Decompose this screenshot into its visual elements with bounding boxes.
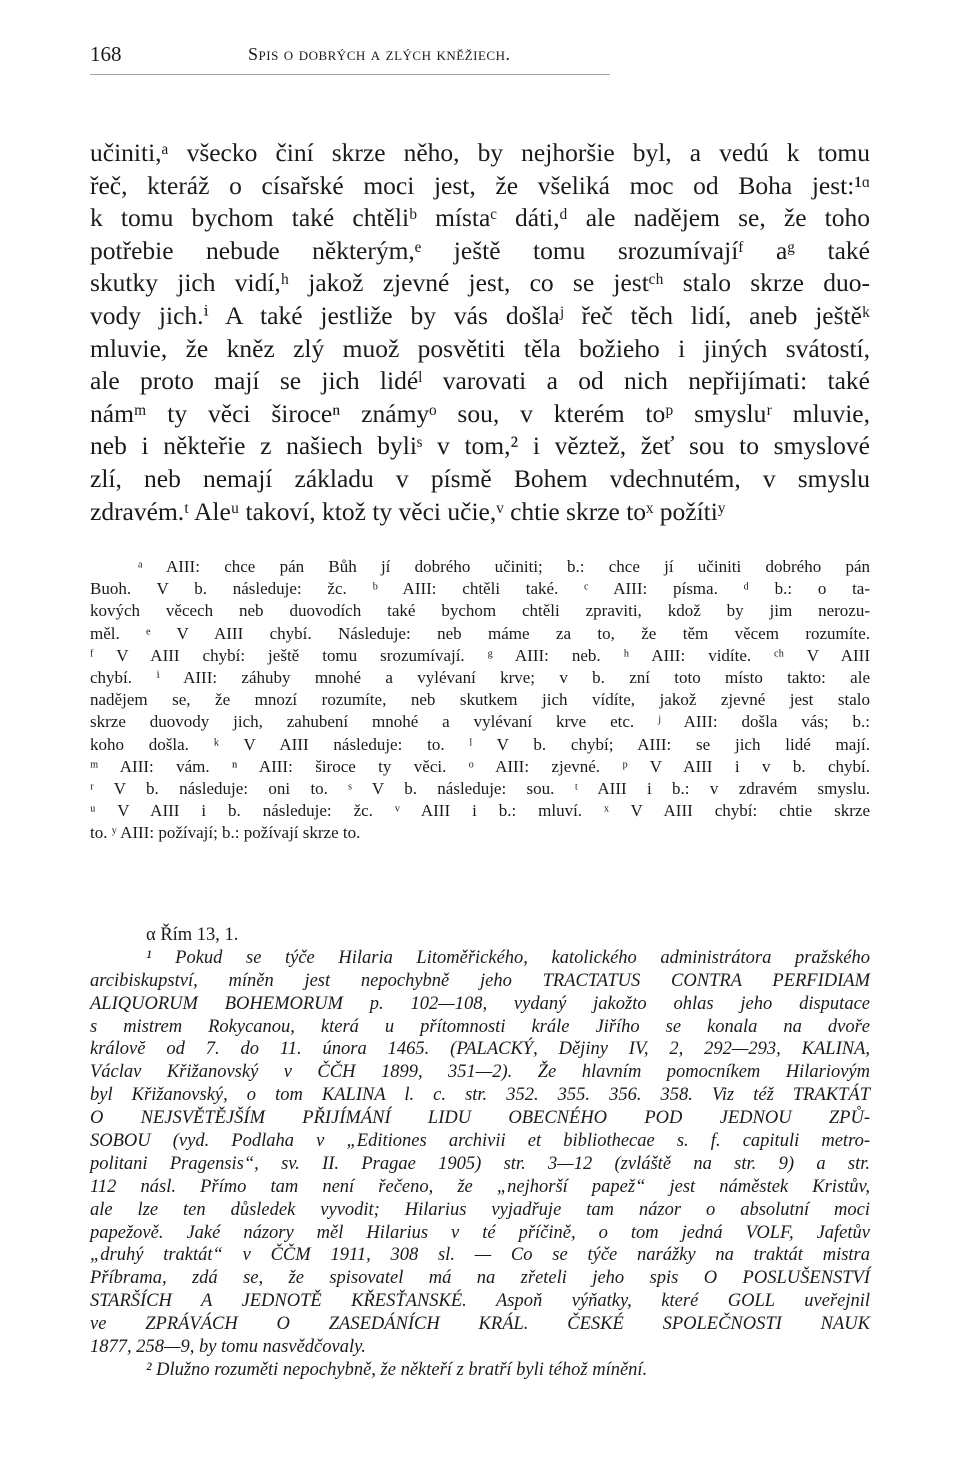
- variant-line: kových věcech neb duovodích také bychom chtěli zpraviti, kdož by jim nerozu-: [90, 601, 870, 621]
- main-text-line: učiniti,ᵃ všecko činí skrze něho, by nejhoršie byl, a vedú k tomu: [90, 138, 870, 167]
- footnote-line: O NEJSVĚTĚJŠÍM PŘIJÍMÁNÍ LIDU OBECNÉHO POD JEDNOU ZPŮ-: [90, 1108, 870, 1129]
- footnote-line: ALIQUORUM BOHEMORUM p. 102—108, vydaný jakožto ohlas jeho disputace: [90, 993, 870, 1014]
- variant-line: Buoh. V b. následuje: žc. ᵇ AIII: chtěli také. ᶜ AIII: písma. ᵈ b.: o ta-: [90, 579, 870, 599]
- variant-line: to. ʸ AIII: požívají; b.: požívají skrze to.: [90, 823, 361, 843]
- footnote-line: SOBOU (vyd. Podlaha v „Editiones archivii et bibliothecae s. f. capituli metro-: [90, 1131, 870, 1152]
- main-text-line: vody jich.ⁱ A také jestliže by vás došlaʲ řeč těch lidí, aneb ještěᵏ: [90, 300, 870, 330]
- variant-line: skrze duovody jich, zahubení mnohé a vylévaní krve etc. ʲ AIII: došla vás; b.:: [90, 712, 870, 732]
- running-title: Spis o dobrých a zlých kněžiech.: [248, 44, 511, 64]
- footnote-line: arcibiskupství, míněn jest nepochybně jeho TRACTATUS CONTRA PERFIDIAM: [90, 970, 870, 991]
- main-text-line: neb i někteřie z našiech byliˢ v tom,² i věztež, žeť sou to smyslové: [90, 431, 870, 461]
- main-text-line: potřebie nebude některým,ᵉ ještě tomu srozumívajíᶠ aᵍ také: [90, 235, 870, 265]
- footnote-line: „druhý traktát“ v ČČM 1911, 308 sl. — Co se týče narážky na traktát mistra: [90, 1245, 870, 1266]
- footnote-line: 1877, 258—9, by tomu nasvědčovaly.: [90, 1337, 366, 1358]
- footnote-line: byl Křižanovský, o tom KALINA l. c. str. 352. 355. 356. 358. Viz též TRAKTÁT: [90, 1085, 870, 1106]
- footnote-line: politani Pragensis“, sv. II. Pragae 1905) str. 3—12 (zvláště na str. 9) a str.: [90, 1153, 870, 1174]
- variant-line: ʳ V b. následuje: oni to. ˢ V b. následuje: sou. ᵗ AIII i b.: v zdravém smyslu.: [90, 778, 870, 798]
- main-text-line: zlí, neb nemají základu v písmě Bohem vdechnutém, v smyslu: [90, 463, 870, 493]
- variant-line: ᶠ V AIII chybí: ještě tomu srozumívají. ᵍ AIII: neb. ʰ AIII: vidíte. ᶜʰ V AIII: [90, 645, 870, 665]
- footnotes: [90, 924, 870, 1382]
- footnote-line: Příbrama, zdá se, že spisovatel má na zřeteli jeho spis O POSLUŠENSTVÍ: [90, 1268, 870, 1289]
- page-number: 168: [90, 42, 122, 66]
- variant-line: ᵐ AIII: vám. ⁿ AIII: široce ty věci. ᵒ AIII: zjevné. ᵖ V AIII i v b. chybí.: [90, 756, 870, 776]
- variant-apparatus: [90, 556, 870, 844]
- main-text-line: řeč, kteráž o císařské moci jest, že všeliká moc od Boha jest:¹ᵅ: [90, 170, 870, 200]
- footnote-line: α Řím 13, 1.: [146, 925, 239, 945]
- main-text-line: námᵐ ty věci široceⁿ známyᵒ sou, v kterém toᵖ smysluʳ mluvie,: [90, 398, 870, 428]
- main-text-line: k tomu bychom také chtěliᵇ místaᶜ dáti,ᵈ ale nadějem se, že toho: [90, 203, 870, 233]
- footnote-line: Václav Křižanovský v ČČH 1899, 351—2). Že hlavním pomocníkem Hilariovým: [90, 1062, 870, 1083]
- footnote-line: ale lze ten důsledek vyvodit; Hilarius vyjadřuje tam názor o absolutní moci: [90, 1199, 870, 1220]
- main-text-line: zdravém.ᵗ Aleᵘ takoví, ktož ty věci učie,ᵛ chtie skrze toˣ požítiʸ: [90, 496, 726, 526]
- variant-line: ᵘ V AIII i b. následuje: žc. ᵛ AIII i b.: mluví. ˣ V AIII chybí: chtie skrze: [90, 801, 870, 821]
- footnote-line: papežově. Jaké názory měl Hilarius v té příčině, o tom jedná VOLF, Jafetův: [90, 1222, 870, 1243]
- footnote-line: královĕ od 7. do 11. února 1465. (PALACKÝ, Dějiny IV, 2, 292—293, KALINA,: [90, 1039, 870, 1060]
- footnote-line: ² Dlužno rozuměti nepochybně, že někteří z bratří byli téhož mínění.: [146, 1359, 648, 1380]
- variant-line: nadějem se, že mnozí rozumíte, neb skutkem jich vídíte, jakož zjevné jest stalo: [90, 690, 870, 710]
- footnote-line: s mistrem Rokycanou, která u přítomnosti krále Jiřího se konala na dvoře: [90, 1016, 870, 1037]
- variant-line: ᵃ AIII: chce pán Bůh jí dobrého učiniti; b.: chce jí učiniti dobrého pán: [138, 557, 870, 576]
- page-header: [90, 42, 870, 72]
- variant-line: koho došla. ᵏ V AIII následuje: to. ˡ V b. chybí; AIII: se jich lidé mají.: [90, 734, 870, 754]
- footnote-line: 112 násl. Přímo tam není řečeno, že „nejhorší papež“ jest náměstek Kristův,: [90, 1176, 870, 1197]
- footnote-line: ¹ Pokud se týče Hilaria Litoměřického, katolického administrátora pražského: [146, 947, 870, 968]
- variant-line: chybí. ⁱ AIII: záhuby mnohé a vylévaní krve; v b. zní toto místo takto: ale: [90, 667, 870, 687]
- main-text-line: ale proto mají se jich lidéˡ varovati a od nich nepřijímati: také: [90, 366, 870, 396]
- variant-line: měl. ᵉ V AIII chybí. Následuje: neb máme za to, že těm věcem rozumíte.: [90, 623, 870, 643]
- main-text-line: skutky jich vidí,ʰ jakož zjevné jest, co se jestᶜʰ stalo skrze duo-: [90, 268, 870, 298]
- main-text-line: mluvie, že kněz zlý muož posvětiti těla božieho i jiných svátostí,: [90, 333, 870, 363]
- main-text: [90, 137, 870, 528]
- header-rule: [90, 74, 610, 75]
- footnote-line: STARŠÍCH A JEDNOTĚ KŘESŤANSKÉ. Aspoň výňatky, které GOLL uveřejnil: [90, 1291, 870, 1312]
- footnote-line: ve ZPRÁVÁCH O ZASEDÁNÍCH KRÁL. ČESKÉ SPOLEČNOSTI NAUK: [90, 1314, 870, 1335]
